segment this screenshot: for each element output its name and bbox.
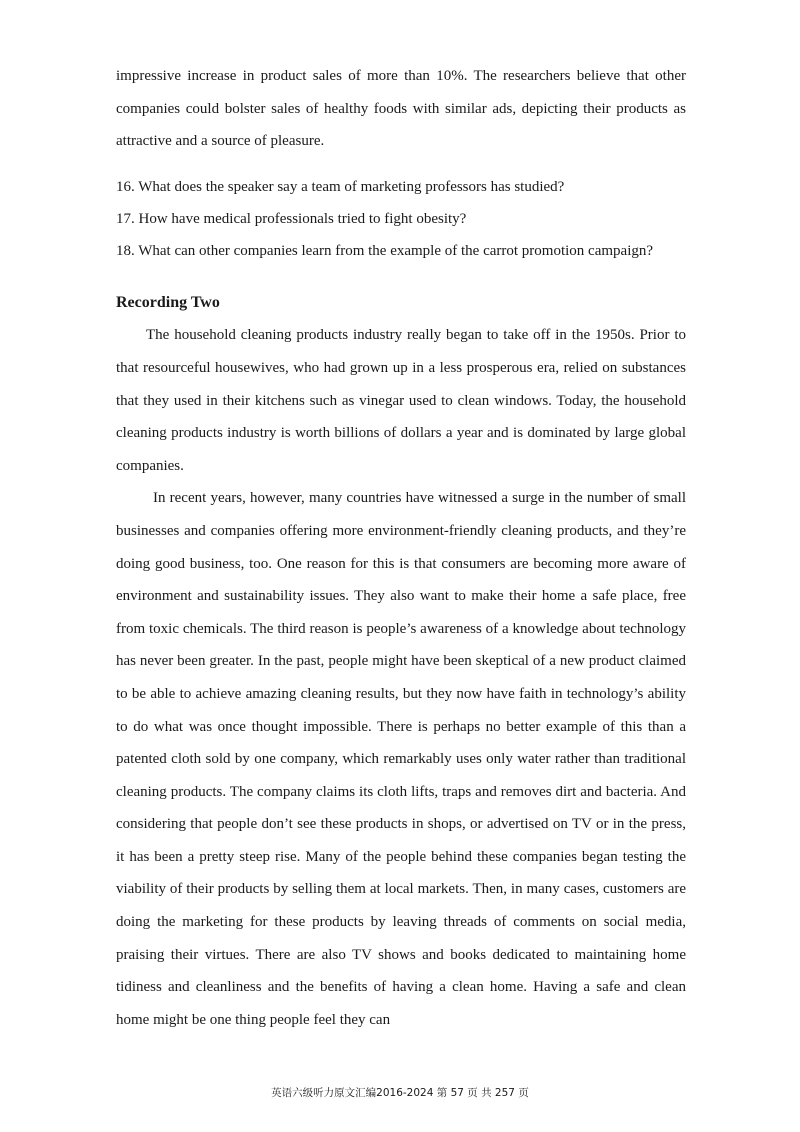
question-17: 17. How have medical professionals tried to fight obesity? [116, 210, 467, 227]
section-heading-recording-two: Recording Two [116, 294, 220, 312]
question-list [116, 171, 686, 268]
page-footer: 英语六级听力原文汇编2016-2024 第 57 页 共 257 页 [271, 1087, 529, 1099]
intro-paragraph: impressive increase in product sales of more than 10%. The researchers believe that other companies could bolster sales of healthy foods with similar ads, depicting their products as attractive and a source of pleasure. [116, 68, 686, 150]
question-18: 18. What can other companies learn from the example of the carrot promotion campaign? [116, 243, 654, 260]
paragraph-2: In recent years, however, many countries have witnessed a surge in the number of small businesses and companies offering more environment-friendly cleaning products, and they’re doing good business, too. One reason for this is that consumers are becoming more aware of environment and sustainability issues. They also want to make their home a safe place, free from toxic chemicals. The third reason is people’s awareness of a knowledge about technology has never been greater. In the past, people might have been skeptical of a new product claimed to be able to achieve amazing cleaning results, but they now have faith in technology’s ability to do what was once thought impossible. There is perhaps no better example of this than a patented cloth sold by one company, which remarkably uses only water rather than traditional cleaning products. The company claims its cloth lifts, traps and removes dirt and bacteria. And considering that people don’t see these products in shops, or advertised on TV or in the press, it has been a pretty steep rise. Many of the people behind these companies began testing the viability of their products by selling them at local markets. Then, in many cases, customers are doing the marketing for these products by leaving threads of comments on social media, praising their virtues. There are also TV shows and books dedicated to maintaining home tidiness and cleanliness and the benefits of having a clean home. Having a safe and clean home might be one thing people feel they can [116, 490, 686, 1028]
paragraph-1: The household cleaning products industry really began to take off in the 1950s. Prior to that resourceful housewives, who had grown up in a less prosperous era, relied on substances that they used in their kitchens such as vinegar used to clean windows. Today, the household cleaning products industry is worth billions of dollars a year and is dominated by large global companies. [116, 327, 686, 474]
question-16: 16. What does the speaker say a team of marketing professors has studied? [116, 178, 565, 195]
document-body [116, 60, 686, 1036]
